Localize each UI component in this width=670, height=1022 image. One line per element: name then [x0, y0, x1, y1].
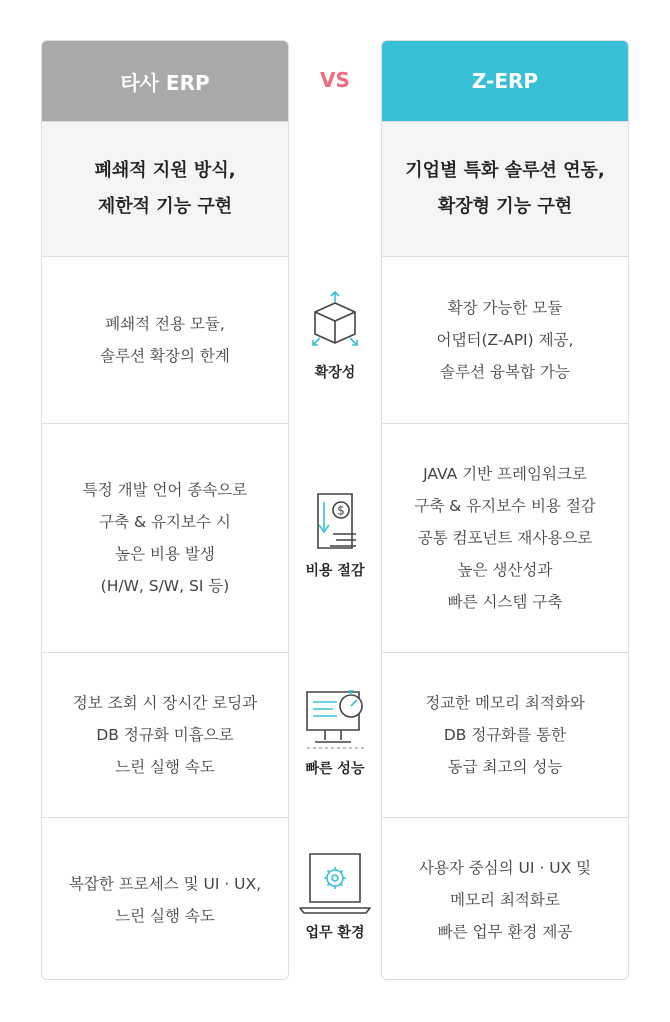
vs-label: VS: [320, 68, 350, 92]
competitor-row-1: 폐쇄적 지원 방식, 제한적 기능 구현: [42, 121, 288, 256]
svg-text:$: $: [337, 503, 345, 518]
competitor-header: 타사 ERP: [42, 41, 288, 121]
zerp-row-4: 정교한 메모리 최적화와 DB 정규화를 통한 동급 최고의 성능: [382, 652, 628, 817]
zerp-row-5: 사용자 중심의 UI · UX 및 메모리 최적화로 빠른 업무 환경 제공: [382, 817, 628, 980]
zerp-header: Z-ERP: [382, 41, 628, 121]
expand-box-icon: [308, 290, 362, 354]
zerp-row-1: 기업별 특화 솔루션 연동, 확장형 기능 구현: [382, 121, 628, 256]
feature-scalability: [290, 290, 380, 382]
feature-label-cost-reduction: 비용 절감: [305, 563, 365, 579]
feature-work-environment: [290, 850, 380, 942]
laptop-gear-icon: [296, 850, 374, 914]
feature-label-work-environment: 업무 환경: [305, 925, 365, 941]
competitor-row-2: 폐쇄적 전용 모듈, 솔루션 확장의 한계: [42, 256, 288, 423]
competitor-row-5: 복잡한 프로세스 및 UI · UX, 느린 실행 속도: [42, 817, 288, 980]
competitor-column: [41, 40, 289, 980]
fast-performance-icon: [301, 686, 369, 750]
feature-label-fast-performance: 빠른 성능: [305, 761, 365, 777]
zerp-row-2: 확장 가능한 모듈 어댑터(Z-API) 제공, 솔루션 융복합 가능: [382, 256, 628, 423]
competitor-row-3: 특정 개발 언어 종속으로 구축 & 유지보수 시 높은 비용 발생 (H/W, S/W, SI 등): [42, 423, 288, 652]
cost-reduction-icon: [308, 490, 362, 552]
feature-fast-performance: [290, 686, 380, 778]
competitor-row-4: 정보 조회 시 장시간 로딩과 DB 정규화 미흡으로 느린 실행 속도: [42, 652, 288, 817]
feature-cost-reduction: [290, 490, 380, 580]
feature-label-scalability: 확장성: [314, 365, 356, 381]
zerp-row-3: JAVA 기반 프레임워크로 구축 & 유지보수 비용 절감 공통 컴포넌트 재사용으로 높은 생산성과 빠른 시스템 구축: [382, 423, 628, 652]
zerp-column: [381, 40, 629, 980]
